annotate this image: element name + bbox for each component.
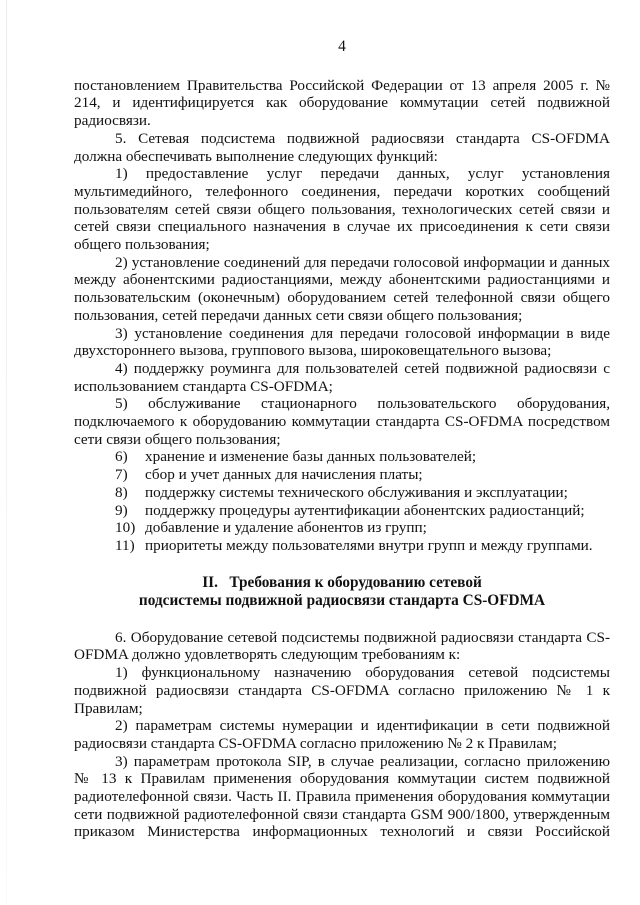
short-item-list xyxy=(74,448,610,554)
document-page xyxy=(74,38,610,841)
list-item-text: поддержку процедуры аутентификации абонентских радиостанций; xyxy=(145,501,585,519)
list-item xyxy=(74,537,610,555)
paragraph-item-3: 3) установление соединения для передачи голосовой информации в виде двухстороннего вызова, группового вызова, широковещательного вызова; xyxy=(74,324,610,360)
list-item-text: приоритеты между пользователями внутри групп и между группами. xyxy=(145,536,593,554)
list-item-number: 6) xyxy=(115,448,128,466)
list-item-number: 9) xyxy=(115,501,128,519)
paragraph-clause-6: 6. Оборудование сетевой подсистемы подвижной радиосвязи стандарта CS-OFDMA должно удовлетворять следующим требованиям к: xyxy=(74,628,610,664)
paragraph-item-4: 4) поддержку роуминга для пользователей сетей подвижной радиосвязи с использованием стандарта CS-OFDMA; xyxy=(74,359,610,395)
paragraph-clause-5: 5. Сетевая подсистема подвижной радиосвязи стандарта CS-OFDMA должна обеспечивать выполнение следующих функций: xyxy=(74,129,610,165)
paragraph-requirement-2: 2) параметрам системы нумерации и идентификации в сети подвижной радиосвязи стандарта CS-OFDMA согласно приложению № 2 к Правилам; xyxy=(74,717,610,752)
paragraph-requirement-3: 3) параметрам протокола SIP, в случае реализации, согласно приложению № 13 к Правилам применения оборудования коммутации систем подвижной радиотелефонной связи. Часть II. Правила применения оборудования коммутации сети подвижной радиотелефонной связи стандарта GSM 900/1800, утвержденным приказом Министерства информационных технологий и связи Российской xyxy=(74,752,610,841)
list-item xyxy=(74,502,610,520)
paragraph-continuation: постановлением Правительства Российской Федерации от 13 апреля 2005 г. № 214, и идентифицируется как оборудование коммутации сетей подвижной радиосвязи. xyxy=(74,76,610,130)
section-heading xyxy=(74,574,610,610)
list-item-number: 10) xyxy=(115,519,136,537)
page-number: 4 xyxy=(338,38,346,55)
paragraph-requirement-1: 1) функциональному назначению оборудования сетевой подсистемы подвижной радиосвязи стандарта CS-OFDMA согласно приложению № 1 к Правилам; xyxy=(74,664,610,717)
list-item-text: сбор и учет данных для начисления платы; xyxy=(145,466,423,484)
list-item-number: 8) xyxy=(115,483,128,501)
list-item-text: хранение и изменение базы данных пользователей; xyxy=(145,448,477,466)
list-item xyxy=(74,448,610,466)
list-item xyxy=(74,484,610,502)
list-item-text: поддержку системы технического обслуживания и эксплуатации; xyxy=(145,483,568,501)
paragraph-item-1: 1) предоставление услуг передачи данных, услуг установления мультимедийного, телефонного соединения, передачи коротких сообщений пользователям сетей связи общего пользования, технологических сетей связи и сетей связи специального назначения в случае их присоединения к сети связи общего пользования; xyxy=(74,165,610,254)
list-item xyxy=(74,466,610,484)
paragraph-item-2: 2) установление соединений для передачи голосовой информации и данных между абонентскими радиостанциями, между абонентскими радиостанциями и пользовательским (оконечным) оборудованием сетей телефонной связи общего пользования, сетей передачи данных сети связи общего пользования; xyxy=(74,253,610,324)
list-item-number: 11) xyxy=(115,536,135,554)
list-item xyxy=(74,519,610,537)
list-item-number: 7) xyxy=(115,466,128,484)
list-item-text: добавление и удаление абонентов из групп; xyxy=(145,519,427,537)
scan-edge-shadow xyxy=(6,0,7,905)
section-heading-line-2: подсистемы подвижной радиосвязи стандарта CS-OFDMA xyxy=(138,591,546,609)
paragraph-item-5: 5) обслуживание стационарного пользовательского оборудования, подключаемого к оборудованию коммутации стандарта CS-OFDMA посредством сети связи общего пользования; xyxy=(74,395,610,448)
section-heading-line-1: II. Требования к оборудованию сетевой xyxy=(202,573,482,591)
